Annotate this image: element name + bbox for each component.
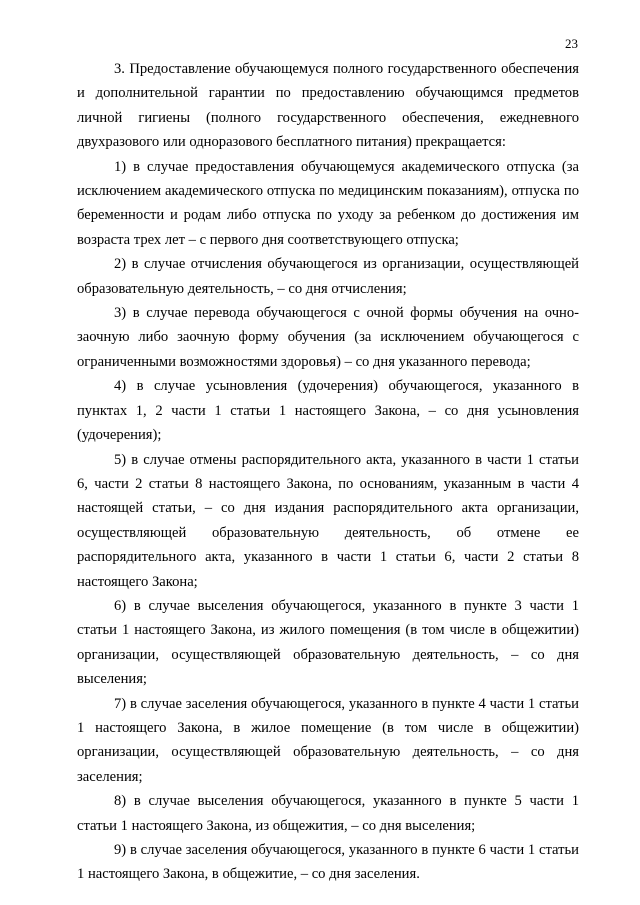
list-item-4: 4) в случае усыновления (удочерения) обучающегося, указанного в пунктах 1, 2 части 1 статьи 1 настоящего Закона, – со дня усыновления (удочерения);: [77, 378, 579, 444]
list-item-2: 2) в случае отчисления обучающегося из организации, осуществляющей образовательную деятельность, – со дня отчисления;: [77, 256, 579, 297]
paragraph-3: 3. Предоставление обучающемуся полного государственного обеспечения и дополнительной гарантии по предоставлению обучающимся предметов личной гигиены (полного государственного обеспечения, ежедневного двухразового или одноразового бесплатного питания) прекращается:: [77, 61, 579, 151]
list-item-6: 6) в случае выселения обучающегося, указанного в пункте 3 части 1 статьи 1 настоящего Закона, из жилого помещения (в том числе в общежитии) организации, осуществляющей образовательную деятельность, – со дня выселения;: [77, 597, 579, 688]
list-item-7: 7) в случае заселения обучающегося, указанного в пункте 4 части 1 статьи 1 настоящего Закона, в жилое помещение (в том числе в общежитии) организации, осуществляющей образовательную деятельность, – со дня заселения;: [77, 695, 579, 785]
list-item-8: 8) в случае выселения обучающегося, указанного в пункте 5 части 1 статьи 1 настоящего Закона, из общежития, – со дня выселения;: [77, 793, 579, 834]
list-item-9: 9) в случае заселения обучающегося, указанного в пункте 6 части 1 статьи 1 настоящего Закона, в общежитие, – со дня заселения.: [77, 842, 579, 883]
page-number: 23: [565, 36, 578, 51]
list-item-5: 5) в случае отмены распорядительного акта, указанного в части 1 статьи 6, части 2 статьи 8 настоящего Закона, по основаниям, указанным в части 4 настоящей статьи, – со дня издания распорядительного акта организации, осуществляющей образовательную деятельность, об отмене ее распорядительного акта, указанного в части 1 статьи 6, части 2 статьи 8 настоящего Закона;: [77, 451, 579, 590]
document-body: [77, 57, 579, 887]
list-item-1: 1) в случае предоставления обучающемуся академического отпуска (за исключением академического отпуска по медицинским показаниям), отпуска по беременности и родам либо отпуска по уходу за ребенком до достижения им возраста трех лет – с первого дня соответствующего отпуска;: [77, 158, 579, 248]
list-item-3: 3) в случае перевода обучающегося с очной формы обучения на очно-заочную либо заочную форму обучения (за исключением обучающегося с ограниченными возможностями здоровья) – со дня указанного перевода;: [77, 305, 579, 370]
